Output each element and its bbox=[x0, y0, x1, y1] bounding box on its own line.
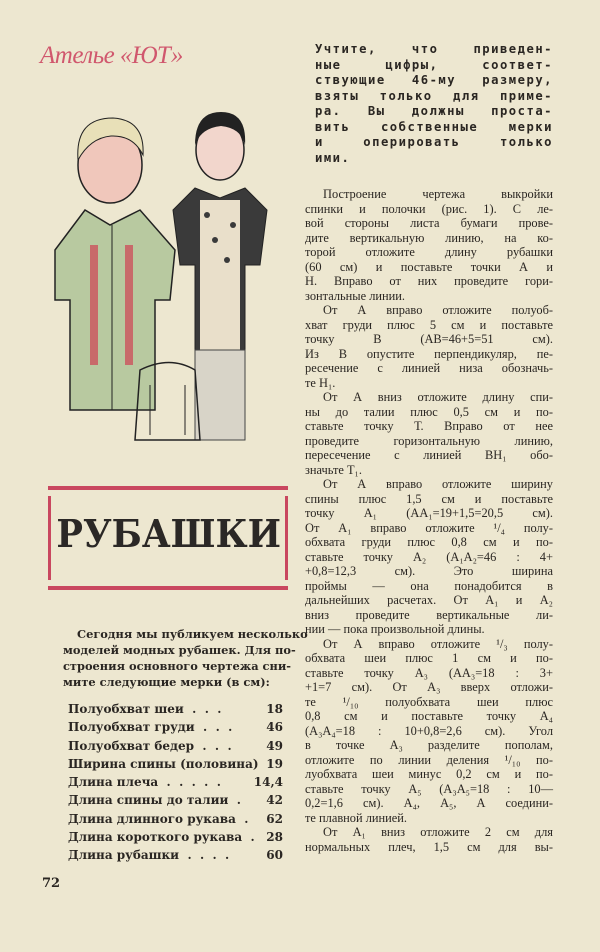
body-line: дите вертикальную линию, на ко- bbox=[305, 230, 553, 245]
body-line: От А₁ вправо отложите ¹/₄ полу- bbox=[305, 520, 553, 535]
measurement-row bbox=[68, 755, 283, 773]
body-line: в точке А₃ разделите пополам, bbox=[305, 738, 553, 752]
measurement-label: Ширина спины (половина) bbox=[68, 756, 259, 771]
body-line: отложите по линии деления ¹/₁₀ по- bbox=[305, 752, 553, 767]
body-line: те ¹/₁₀ полуобхвата шеи плюс bbox=[305, 694, 553, 709]
article-body bbox=[305, 187, 553, 854]
note-line: ра. Вы должны проста- bbox=[315, 104, 553, 118]
body-line: вниз проведите вертикальные ли- bbox=[305, 607, 553, 622]
body-line: ны до талии плюс 0,5 см и по- bbox=[305, 404, 553, 419]
measurement-value: 19 bbox=[266, 756, 283, 771]
measurement-label: Длина длинного рукава . bbox=[68, 811, 249, 826]
note-line: ные цифры, соответ- bbox=[315, 57, 553, 72]
measurement-row bbox=[68, 737, 283, 755]
body-line: ставьте точку А₅ (А₃А₅=18 : 10— bbox=[305, 781, 553, 796]
body-line: спинки и полочки (рис. 1). С ле- bbox=[305, 201, 553, 216]
body-line: ресечение с линией низа обозначь- bbox=[305, 361, 553, 375]
measurement-value: 46 bbox=[266, 720, 283, 735]
measurement-value: 60 bbox=[266, 848, 283, 863]
body-line: обхвата груди плюс 0,8 см и по- bbox=[305, 535, 553, 549]
body-line: Н. Вправо от них проведите гори- bbox=[305, 274, 553, 288]
intro-line: мите следующие мерки (в см): bbox=[63, 675, 270, 689]
body-line: (60 см) и поставьте точки А и bbox=[305, 259, 553, 274]
body-line: вой стороны листа бумаги прове- bbox=[305, 216, 553, 230]
measurement-value: 28 bbox=[266, 830, 283, 845]
body-line: хват груди плюс 5 см и поставьте bbox=[305, 317, 553, 332]
body-paragraph bbox=[305, 477, 553, 637]
title-frame bbox=[48, 486, 288, 590]
measurement-label: Длина плеча . . . . . bbox=[68, 775, 221, 790]
body-line: От А₁ вниз отложите 2 см для bbox=[323, 825, 553, 839]
intro-line: Сегодня мы публикуем несколько bbox=[77, 627, 308, 641]
note-line: вить собственные мерки bbox=[315, 119, 553, 134]
intro-text bbox=[63, 626, 308, 690]
body-line: 0,8 см и поставьте точку А₄ bbox=[305, 709, 553, 723]
note-line: и оперировать только bbox=[315, 135, 553, 149]
measurement-value: 18 bbox=[266, 702, 283, 716]
body-line: нии — пока произвольной длины. bbox=[305, 622, 485, 636]
note-line: ими. bbox=[315, 150, 351, 165]
note-line: Учтите, что приведен- bbox=[315, 42, 553, 56]
body-paragraph bbox=[305, 637, 553, 826]
body-line: торой отложите длину рубашки bbox=[305, 245, 553, 259]
body-line: нормальных плеч, 1,5 см для вы- bbox=[305, 839, 553, 854]
measurement-label: Длина спины до талии . bbox=[68, 793, 241, 808]
measurements-table bbox=[68, 700, 283, 865]
body-line: проведите горизонтальную линию, bbox=[305, 433, 553, 448]
note-line: ствующие 46-му размеру, bbox=[315, 73, 553, 87]
body-line: спины плюс 1,5 см и поставьте bbox=[305, 491, 553, 506]
measurement-row bbox=[68, 810, 283, 828]
body-line: точку А₁ (АА₁=19+1,5=20,5 см). bbox=[305, 506, 553, 520]
body-line: луобхвата шеи минус 0,2 см и по- bbox=[305, 767, 553, 781]
body-line: пересечение с линией ВН₁ обо- bbox=[305, 448, 553, 462]
measurement-label: Полуобхват груди . . . bbox=[68, 720, 233, 735]
body-line: ставьте точку А₂ (А₁А₂=46 : 4+ bbox=[305, 549, 553, 564]
body-paragraph bbox=[305, 825, 553, 854]
body-line: ставьте точку Т. Вправо от нее bbox=[305, 419, 553, 433]
body-line: 0,2=1,6 см). А₄, А₅, А соедини- bbox=[305, 796, 553, 810]
body-line: точку В (АВ=46+5=51 см). bbox=[305, 332, 553, 346]
measurement-row bbox=[68, 846, 283, 864]
measurement-value: 42 bbox=[266, 793, 283, 808]
frame-rule-left bbox=[48, 496, 51, 580]
article-title: РУБАШКИ bbox=[56, 511, 281, 556]
measurement-value: 14,4 bbox=[253, 775, 283, 790]
body-line: +1=7 см). От А₃ вверх отложи- bbox=[305, 680, 553, 694]
measurement-value: 62 bbox=[266, 811, 283, 826]
body-line: От А вправо отложите полуоб- bbox=[323, 303, 553, 317]
body-line: зонтальные линии. bbox=[305, 288, 406, 303]
measurement-row bbox=[68, 828, 283, 846]
body-paragraph bbox=[305, 390, 553, 477]
measurement-label: Длина короткого рукава . bbox=[68, 830, 255, 845]
size-note bbox=[315, 42, 553, 166]
measurement-value: 49 bbox=[266, 738, 283, 753]
frame-rule-bottom bbox=[48, 586, 288, 590]
note-line: взяты только для приме- bbox=[315, 88, 553, 103]
body-line: проймы — она понадобится в bbox=[305, 578, 553, 593]
measurement-label: Полуобхват шеи . . . bbox=[68, 702, 222, 716]
intro-line: моделей модных рубашек. Для по- bbox=[63, 643, 296, 657]
page-number: 72 bbox=[42, 876, 61, 891]
section-rubric: Ателье «ЮТ» bbox=[40, 42, 183, 69]
body-line: Из В опустите перпендикуляр, пе- bbox=[305, 346, 553, 361]
frame-rule-top bbox=[48, 486, 288, 490]
measurement-row bbox=[68, 700, 283, 718]
frame-rule-right bbox=[285, 496, 288, 580]
measurement-row bbox=[68, 773, 283, 791]
body-line: те плавной линией. bbox=[305, 810, 408, 825]
body-line: От А вправо отложите ширину bbox=[323, 477, 553, 491]
intro-line: строения основного чертежа сни- bbox=[63, 659, 291, 673]
measurement-label: Длина рубашки . . . . bbox=[68, 848, 230, 863]
body-line: От А вниз отложите длину спи- bbox=[323, 390, 553, 404]
figure-back-woman bbox=[173, 112, 267, 440]
body-line: (А₃А₄=18 : 10+0,8=2,6 см). Угол bbox=[305, 723, 553, 738]
body-paragraph bbox=[305, 187, 553, 303]
body-line: Построение чертежа выкройки bbox=[323, 187, 553, 201]
body-line: ставьте точку А₃ (АА₃=18 : 3+ bbox=[305, 665, 553, 680]
measurement-row bbox=[68, 718, 283, 736]
body-paragraph bbox=[305, 303, 553, 390]
body-line: +0,8=12,3 см). Это ширина bbox=[305, 564, 553, 578]
body-line: От А вправо отложите ¹/₃ полу- bbox=[323, 636, 553, 651]
shirts-illustration bbox=[45, 100, 295, 470]
figure-front-boy bbox=[55, 118, 175, 410]
body-line: значьте Т₁. bbox=[305, 462, 362, 477]
measurement-label: Полуобхват бедер . . . bbox=[68, 738, 232, 753]
body-line: те Н₁. bbox=[305, 375, 336, 390]
body-line: дальнейших расчетах. От А₁ и А₂ bbox=[305, 593, 553, 607]
measurement-row bbox=[68, 791, 283, 809]
body-line: обхвата шеи плюс 1 см и по- bbox=[305, 651, 553, 665]
